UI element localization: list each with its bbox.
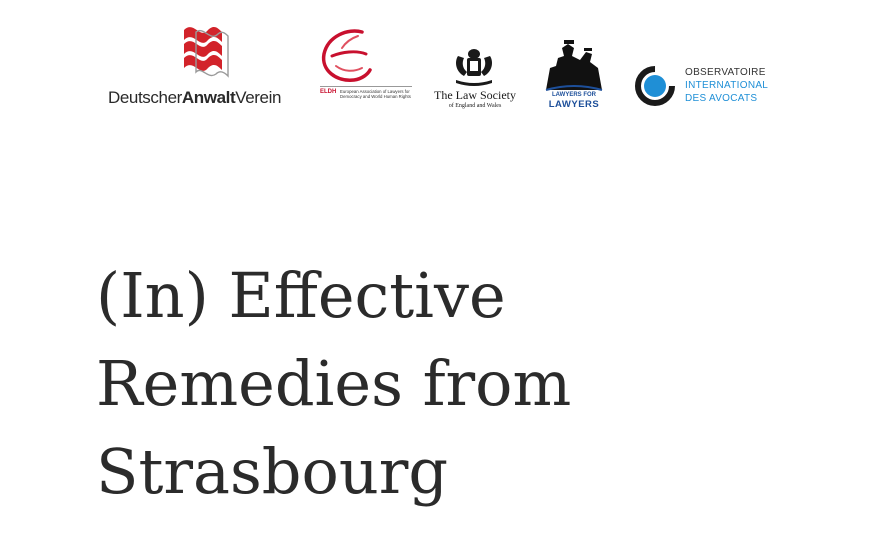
coat-of-arms-icon <box>452 46 496 86</box>
dav-logo <box>108 22 303 112</box>
dav-wordmark: DeutscherAnwaltVerein <box>108 88 282 107</box>
dav-wave-mark-icon <box>178 22 230 80</box>
eldh-swirl-mark-icon <box>318 26 378 86</box>
title-line: (In) Effective <box>96 259 506 332</box>
oia-circle-mark-icon <box>633 64 677 108</box>
title-line: Strasbourg <box>96 435 449 508</box>
lfl-line2: LAWYERS <box>548 99 600 110</box>
oia-logo <box>633 64 783 108</box>
lawyers-for-lawyers-logo <box>540 38 608 110</box>
law-society-name: The Law Society <box>434 88 516 102</box>
oia-line2: INTERNATIONAL <box>685 80 769 91</box>
lfl-line1: LAWYERS FOR <box>551 92 596 98</box>
oia-line3: DES AVOCATS <box>685 93 758 104</box>
oia-line1: OBSERVATOIRE <box>685 67 766 78</box>
eldh-subtitle: European Association of Lawyers for Democracy and World Human Rights <box>340 89 411 99</box>
partner-logo-strip <box>0 0 881 120</box>
eldh-divider <box>320 86 412 87</box>
document-title <box>96 252 571 516</box>
title-line: Remedies from <box>96 347 572 420</box>
law-society-subtitle: of England and Wales <box>448 103 502 109</box>
law-society-logo <box>430 46 520 116</box>
eldh-logo <box>318 26 418 111</box>
lawyers-silhouette-icon <box>540 38 608 92</box>
eldh-abbreviation: ELDH <box>320 89 337 95</box>
